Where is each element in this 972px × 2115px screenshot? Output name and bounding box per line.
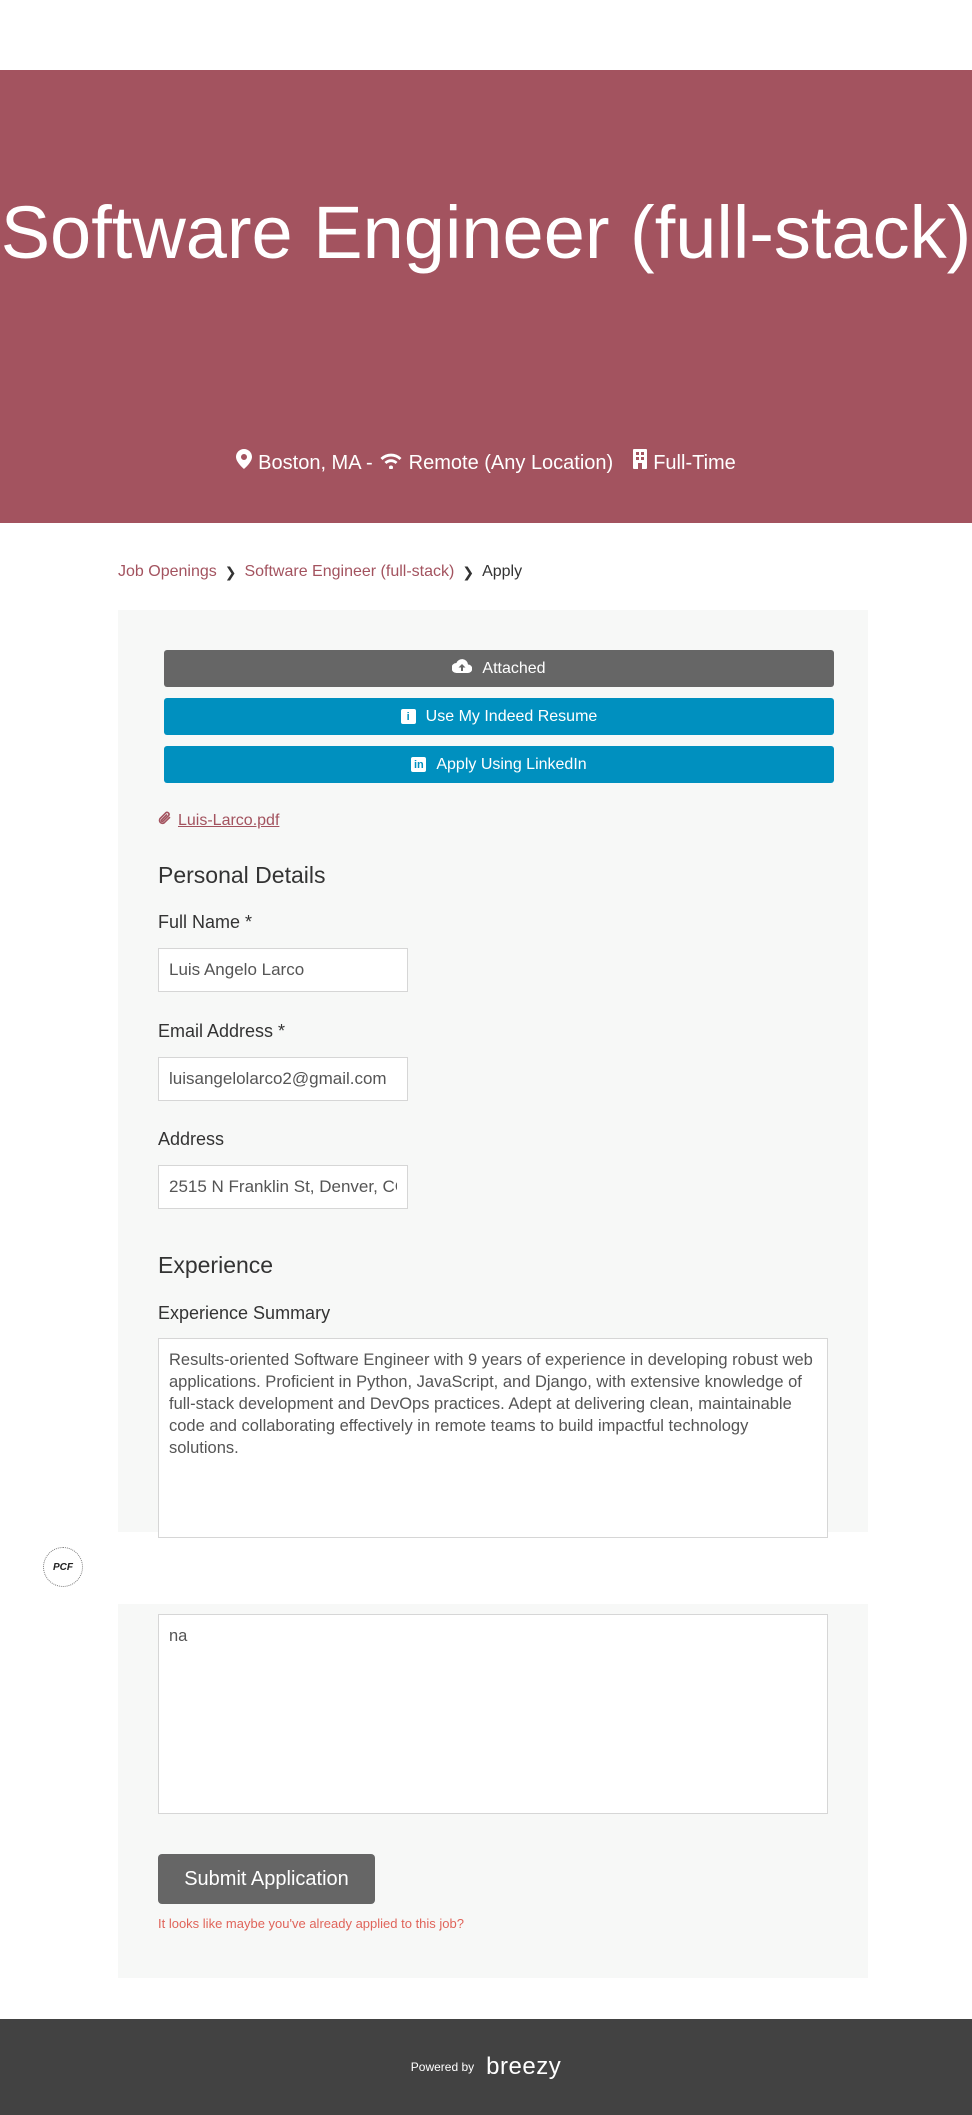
pcf-badge-text: PCF — [53, 1561, 73, 1573]
breadcrumb — [118, 560, 522, 584]
chevron-right-icon: ❯ — [462, 564, 475, 580]
indeed-icon: i — [401, 709, 416, 724]
building-icon — [633, 448, 647, 478]
full-name-field[interactable] — [158, 948, 408, 992]
resume-attached-button[interactable] — [164, 650, 834, 687]
address-field[interactable] — [158, 1165, 408, 1209]
cloud-upload-icon — [452, 659, 472, 678]
breadcrumb-job-openings[interactable]: Job Openings — [118, 563, 217, 580]
submit-application-button[interactable]: Submit Application — [158, 1854, 375, 1904]
email-field[interactable] — [158, 1057, 408, 1101]
resume-attached-label: Attached — [482, 659, 546, 677]
linkedin-apply-button[interactable] — [164, 746, 834, 783]
already-applied-warning: It looks like maybe you've already applied to this job? — [158, 1916, 464, 1931]
additional-info-textarea[interactable] — [158, 1614, 828, 1814]
job-hero — [0, 70, 972, 523]
personal-details-heading: Personal Details — [158, 862, 326, 888]
job-location: Boston, MA - — [258, 452, 373, 474]
job-type: Full-Time — [653, 452, 736, 474]
job-meta — [0, 448, 972, 478]
job-title: Software Engineer (full-stack) — [0, 191, 972, 274]
attached-file-link[interactable] — [158, 810, 279, 831]
linkedin-icon: in — [411, 757, 426, 772]
chevron-right-icon: ❯ — [224, 564, 237, 580]
pcf-badge[interactable] — [43, 1547, 83, 1587]
application-form — [118, 610, 868, 1532]
attached-file-name: Luis-Larco.pdf — [178, 811, 280, 829]
paperclip-icon — [158, 810, 172, 831]
job-remote: Remote (Any Location) — [408, 452, 614, 474]
address-label: Address — [158, 1129, 225, 1149]
experience-summary-textarea[interactable] — [158, 1338, 828, 1538]
powered-by-text: Powered by — [410, 2060, 475, 2074]
footer — [0, 2019, 972, 2115]
location-pin-icon — [236, 448, 252, 478]
linkedin-apply-label: Apply Using LinkedIn — [436, 755, 587, 773]
experience-heading: Experience — [158, 1252, 274, 1278]
full-name-label: Full Name * — [158, 912, 253, 932]
indeed-resume-button[interactable] — [164, 698, 834, 735]
breadcrumb-current: Apply — [482, 563, 523, 580]
wifi-icon — [379, 448, 403, 478]
application-form-continued — [118, 1604, 868, 1978]
email-label: Email Address * — [158, 1021, 286, 1041]
breezy-logo[interactable]: breezy — [486, 2053, 562, 2080]
indeed-resume-label: Use My Indeed Resume — [425, 707, 598, 725]
breadcrumb-job-title[interactable]: Software Engineer (full-stack) — [244, 563, 455, 580]
experience-summary-label: Experience Summary — [158, 1303, 331, 1323]
